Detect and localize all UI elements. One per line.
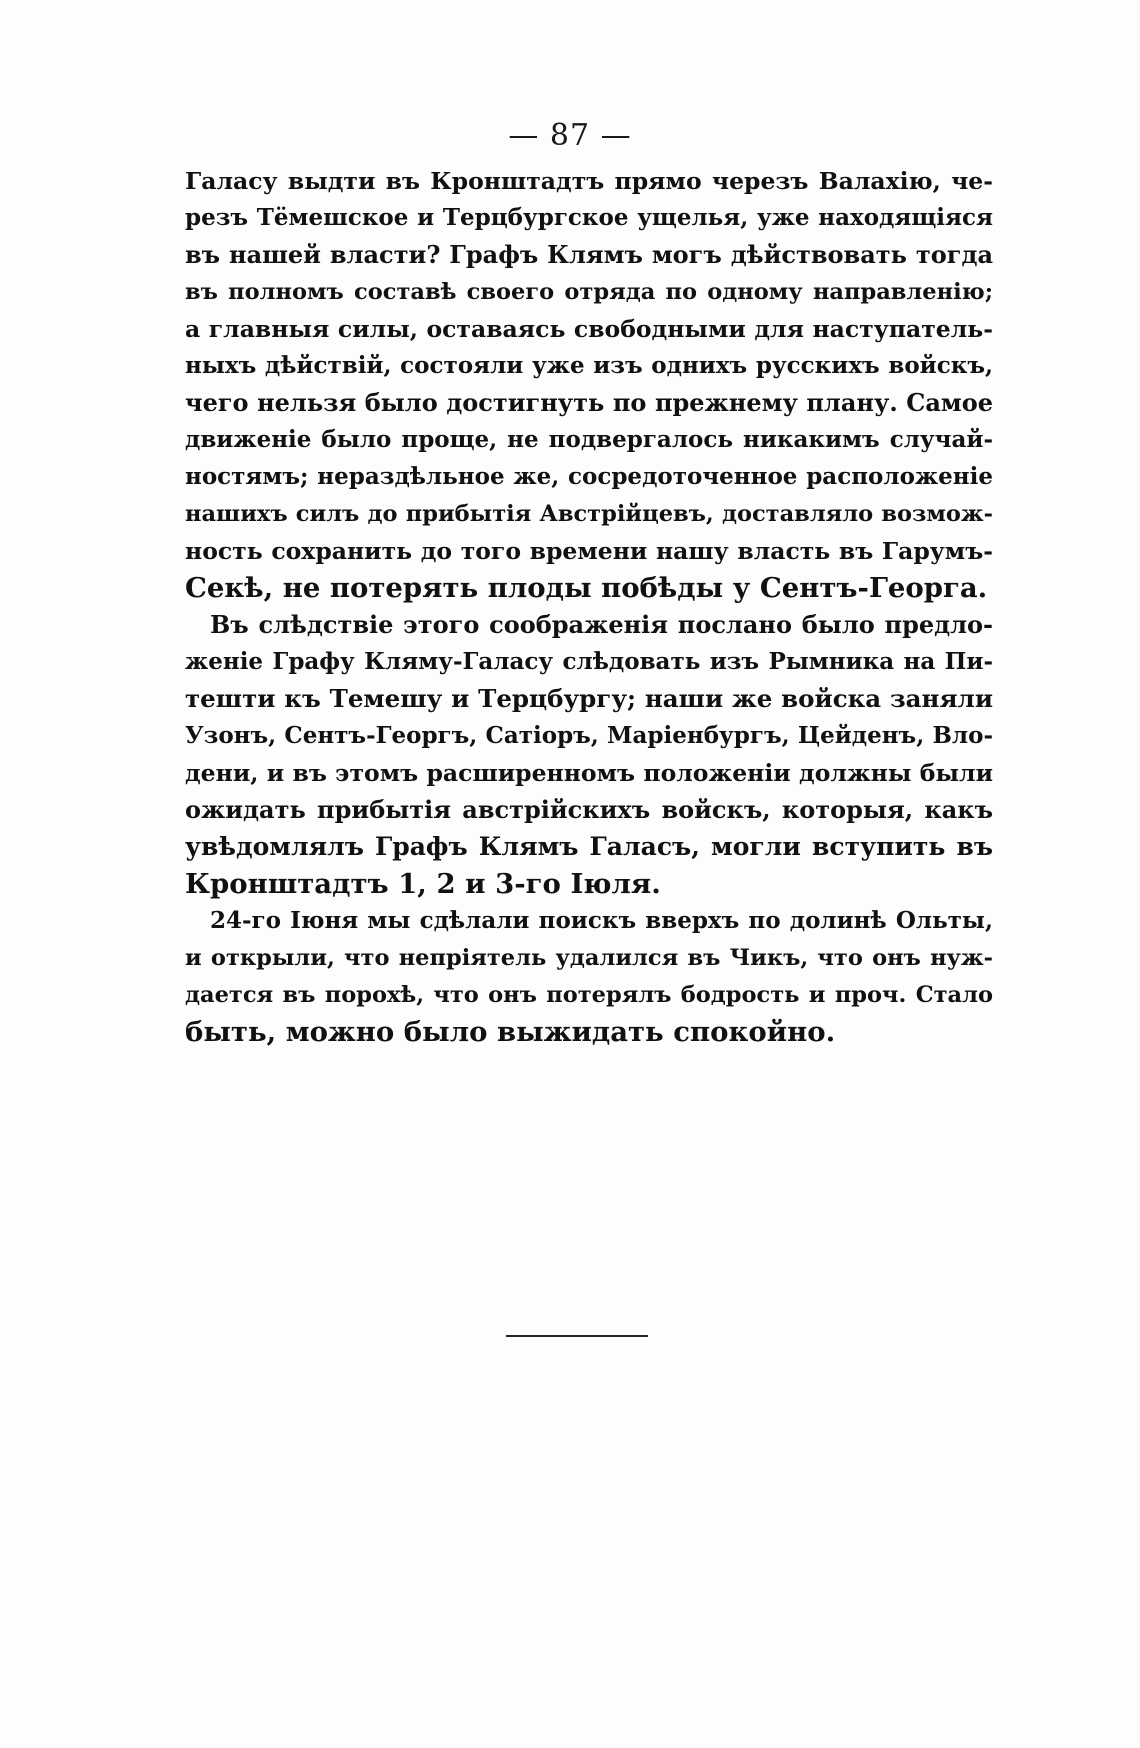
- end-of-chapter-rule: [506, 1335, 648, 1337]
- text-line: ность сохранить до того времени нашу власть въ Гарумъ-: [185, 537, 993, 565]
- text-line: чего нельзя было достигнуть по прежнему плану. Самое: [185, 388, 993, 417]
- text-line: дени, и въ этомъ расширенномъ положенiи должны были: [185, 759, 993, 787]
- text-line: ожидать прибытiя австрiйскихъ войскъ, которыя, какъ: [185, 795, 993, 824]
- text-line: а главныя силы, оставаясь свободными для наступатель-: [185, 315, 993, 343]
- text-line: резъ Тёмешское и Терцбургское ущелья, уже находящiяся: [185, 204, 993, 231]
- text-line: движенiе было проще, не подвергалось никакимъ случай-: [185, 426, 993, 453]
- text-line: ностямъ; нераздѣльное же, сосредоточенное расположенiе: [185, 463, 993, 490]
- text-line: быть, можно было выжидать спокойно.: [185, 1016, 836, 1048]
- text-line: и открыли, что непрiятель удалился въ Чикъ, что онъ нуж-: [185, 945, 993, 971]
- text-line: въ нашей власти? Графъ Клямъ могъ дѣйствовать тогда: [185, 240, 993, 269]
- text-line: Кронштадтъ 1, 2 и 3-го Iюля.: [185, 868, 661, 900]
- text-line: увѣдомлялъ Графъ Клямъ Галасъ, могли вступить въ: [185, 832, 993, 861]
- text-line: 24-го Iюня мы сдѣлали поискъ вверхъ по долинѣ Ольты,: [210, 907, 993, 934]
- text-line: нашихъ силъ до прибытiя Австрiйцевъ, доставляло возмож-: [185, 501, 993, 527]
- page-number: — 87 —: [508, 118, 632, 153]
- text-line: тешти къ Темешу и Терцбургу; наши же войска заняли: [185, 684, 993, 713]
- text-line: Галасу выдти въ Кронштадтъ прямо черезъ Валахiю, че-: [185, 167, 993, 195]
- text-line: дается въ порохѣ, что онъ потерялъ бодрость и проч. Стало: [185, 982, 993, 1008]
- text-line: Узонъ, Сентъ-Георгъ, Сатiоръ, Марiенбургъ, Цейденъ, Вло-: [185, 722, 993, 749]
- text-line: Секѣ, не потерять плоды побѣды у Сентъ-Георга.: [185, 572, 988, 604]
- text-line: Въ слѣдствiе этого соображенiя послано было предло-: [210, 610, 993, 639]
- text-line: женiе Графу Кляму-Галасу слѣдовать изъ Рымника на Пи-: [185, 648, 993, 675]
- text-line: въ полномъ составѣ своего отряда по одному направленiю;: [185, 279, 993, 305]
- text-line: ныхъ дѣйствiй, состояли уже изъ однихъ русскихъ войскъ,: [185, 352, 993, 379]
